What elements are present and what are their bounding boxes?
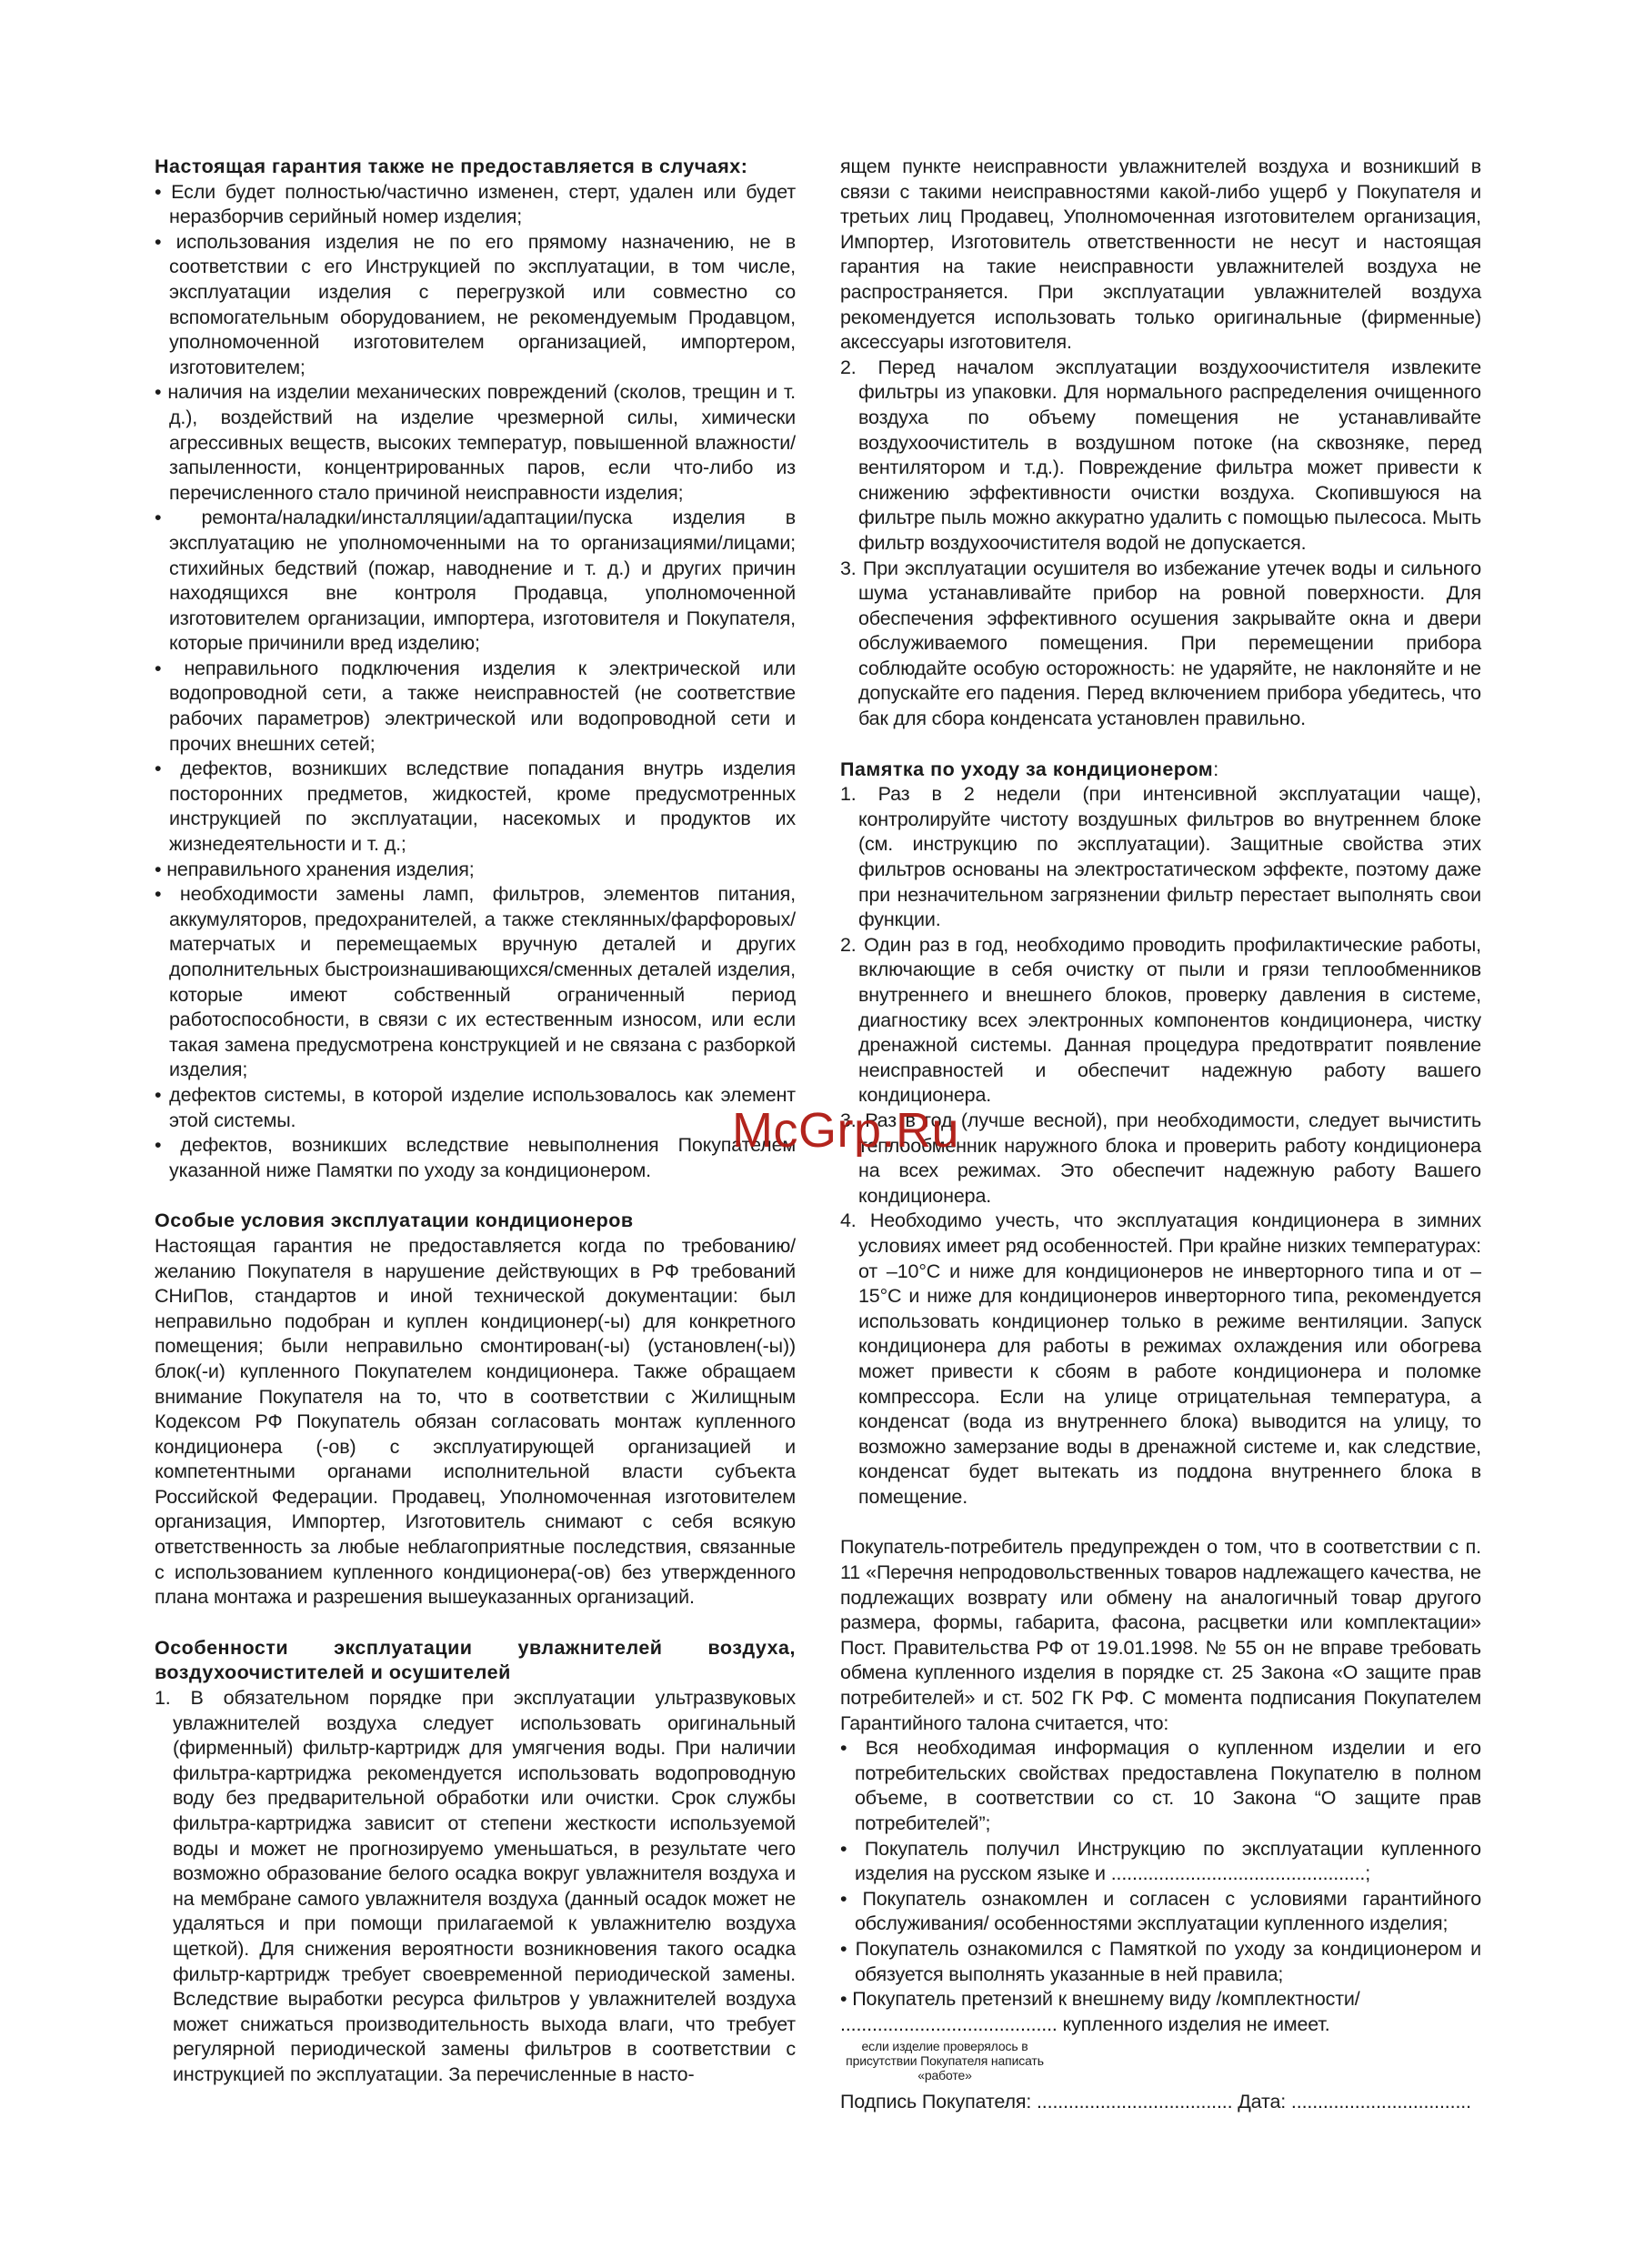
list-item: 4. Необходимо учесть, что эксплуатация кондиционера в зимних условиях имеет ряд особенностей. При крайне низких температурах: от –10°С и ниже для кондиционеров не инверторного типа и от –15°С и ниже для кондиционеров инверторного типа, рекомендуется использовать кондиционер только в режиме вентиляции. Запуск кондиционера для работы в режимах охлаждения или обогрева может привести к сбоям в работе кондиционера и поломке компрессора. Если на улице отрицательная температура, а конденсат (вода из внутреннего блока) выводится на улицу, то возможно замерзание воды в дренажной системе и, как следствие, конденсат будет вытекать из поддона внутреннего блока в помещение.: [840, 1209, 1481, 1508]
list-item: 3. Раз в год (лучше весной), при необходимости, следует вычистить теплообменник наружного блока и проверить работу кондиционера на всех режимах. Это обеспечит надежную работу Вашего кондиционера.: [840, 1109, 1481, 1207]
list-item: • Покупатель получил Инструкцию по эксплуатации купленного изделия на русском языке и ................................................;: [840, 1837, 1481, 1887]
list-item: • дефектов, возникших вследствие невыполнения Покупателем указанной ниже Памятки по уходу за кондиционером.: [155, 1133, 796, 1183]
list-item: • дефектов, возникших вследствие попадания внутрь изделия посторонних предметов, жидкостей, кроме предусмотренных инструкцией по эксплуатации, насекомых и продуктов их жизнедеятельности и т. д.;: [155, 757, 796, 857]
list-item: • неправильного хранения изделия;: [155, 858, 796, 883]
list-item: • ремонта/наладки/инсталляции/адаптации/пуска изделия в эксплуатацию не уполномоченными на то организациями/лицами; стихийных бедствий (пожар, наводнение и т. д.) и других причин находящихся вне контроля Продавца, уполномоченной изготовителем организации, импортера, изготовителя и Покупателя, которые причинили вред изделию;: [155, 506, 796, 657]
list-item: • Покупатель претензий к внешнему виду /комплектности/: [840, 1987, 1481, 2012]
list-item: 2. Один раз в год, необходимо проводить профилактические работы, включающие в себя очистку от пыли и грязи теплообменников внутреннего и внешнего блоков, проверку давления в системе, диагностику всех электронных компонентов кондиционера, чистку дренажной системы. Данная процедура предотвратит появление неисправностей и обеспечит надежную работу вашего кондиционера.: [840, 933, 1481, 1107]
warranty-exclusions-heading: Настоящая гарантия также не предоставляется в случаях:: [155, 156, 748, 177]
consumer-acknowledgement-list: [840, 1736, 1481, 2012]
ac-care-memo-title: Памятка по уходу за кондиционером: [840, 758, 1214, 780]
list-item: • неправильного подключения изделия к электрической или водопроводной сети, а также неисправностей (не соответствие рабочих параметров) электрической или водопроводной сети и прочих внешних сетей;: [155, 657, 796, 757]
list-item: • Вся необходимая информация о купленном изделии и его потребительских свойствах предоставлена Покупателю в полном объеме, в соответствии со ст. 10 Закона “О защите прав потребителей”;: [840, 1736, 1481, 1836]
ac-conditions-heading: Особые условия эксплуатации кондиционеров: [155, 1209, 634, 1232]
ac-care-memo-heading: [840, 758, 1481, 783]
list-item: • Если будет полностью/частично изменен, стерт, удален или будет неразборчив серийный номер изделия;: [155, 180, 796, 230]
list-item: • необходимости замены ламп, фильтров, элементов питания, аккумуляторов, предохранителей, а также стеклянных/фарфоровых/матерчатых и перемещаемых вручную деталей и других дополнительных быстроизнашивающихся/сменных деталей изделия, которые имеют собственный ограниченный период работоспособности, в связи с их естественным износом, или если такая замена предусмотрена конструкцией и не связана с разборкой изделия;: [155, 882, 796, 1083]
humidifier-item-1: 1. В обязательном порядке при эксплуатации ультразвуковых увлажнителей воздуха следует использовать оригинальный (фирменный) фильтр-картридж для умягчения воды. При наличии фильтра-картриджа рекомендуется использовать водопроводную воду без предварительной обработки или очистки. Срок службы фильтра-картриджа зависит от степени жесткости используемой воды и может не прогнозируемо уменьшаться, в результате чего возможно образование белого осадка вокруг увлажнителя воздуха и на мембране самого увлажнителя воздуха (данный осадок может не удаляться и при помощи прилагаемой к увлажнителю воздуха щеткой). Для снижения вероятности возникновения такого осадка фильтр-картридж требует своевременной периодической замены. Вследствие выработки ресурса фильтров у увлажнителей воздуха может снижаться производительность выхода влаги, что требует регулярной периодической замены фильтров в соответствии с инструкцией по эксплуатации. За перечисленные в насто-: [155, 1687, 796, 2085]
ac-care-memo-colon: :: [1213, 758, 1219, 780]
list-item: • использования изделия не по его прямому назначению, не в соответствии с его Инструкцией по эксплуатации, в том числе, эксплуатации изделия с перегрузкой или совместно со вспомогательным оборудованием, не рекомендуемым Продавцом, уполномоченной изготовителем организацией, импортером, изготовителем;: [155, 230, 796, 381]
humidifier-heading: Особенности эксплуатации увлажнителей воздуха, воздухоочистителей и осушителей: [155, 1636, 796, 1684]
list-item: • наличия на изделии механических повреждений (сколов, трещин и т. д.), воздействий на изделие чрезмерной силы, химически агрессивных веществ, высоких температур, повышенной влажности/запыленности, концентрированных паров, если что-либо из перечисленного стало причиной неисправности изделия;: [155, 380, 796, 506]
left-column: [155, 155, 796, 2088]
consumer-notice-text: Покупатель-потребитель предупрежден о том, что в соответствии с п. 11 «Перечня непродовольственных товаров надлежащего качества, не подлежащих возврату или обмену на аналогичный товар другого размера, формы, габарита, фасона, расцветки или комплектации» Пост. Правительства РФ от 19.01.1998. № 55 он не вправе требовать обмена купленного изделия в порядке ст. 25 Закона «О защите прав потребителей» и ст. 502 ГК РФ. С момента подписания Покупателем Гарантийного талона считается, что:: [840, 1536, 1481, 1734]
humidifier-item-1-continued: ящем пункте неисправности увлажнителей воздуха и возникший в связи с такими неисправностями какой-либо ущерб у Покупателя и третьих лиц Продавец, Уполномоченная изготовителем организация, Импортер, Изготовитель ответственности не несут и настоящая гарантия на такие неисправности увлажнителей воздуха не распространяется. При эксплуатации увлажнителей воздуха рекомендуется использовать только оригинальные (фирменные) аксессуары изготовителя.: [840, 156, 1481, 354]
claims-line: ......................................... купленного изделия не имеет.: [840, 2012, 1330, 2035]
list-item: • дефектов системы, в которой изделие использовалось как элемент этой системы.: [155, 1083, 796, 1133]
watermark: McGrp.Ru: [732, 1103, 960, 1158]
list-item: • Покупатель ознакомлен и согласен с условиями гарантийного обслуживания/ особенностями эксплуатации купленного изделия;: [840, 1887, 1481, 1937]
dehumidifier-item-3: 3. При эксплуатации осушителя во избежание утечек воды и сильного шума устанавливайте прибор на ровной поверхности. Для обеспечения эффективного осушения закрывайте окна и двери обслуживаемого помещения. При перемещении прибора соблюдайте особую осторожность: не ударяйте, не наклоняйте и не допускайте его падения. Перед включением прибора убедитесь, что бак для сбора конденсата установлен правильно.: [840, 557, 1481, 730]
warranty-exclusions-list: [155, 180, 796, 1184]
signature-line: Подпись Покупателя: ..................................... Дата: ..................................: [840, 2091, 1471, 2113]
ac-conditions-text: Настоящая гарантия не предоставляется когда по требованию/желанию Покупателя в нарушение действующих в РФ требований СНиПов, стандартов и иной технической документации: был неправильно подобран и куплен кондиционер(-ы) для конкретного помещения; были неправильно смонтирован(-ы) (установлен(-ы)) блок(-и) купленного Покупателем кондиционера. Также обращаем внимание Покупателя на то, что в соответствии с Жилищным Кодексом РФ Покупатель обязан согласовать монтаж купленного кондиционера (-ов) с эксплуатирующей организацией и компетентными органами исполнительной власти субъекта Российской Федерации. Продавец, Уполномоченная изготовителем организация, Импортер, Изготовитель снимают с себя всякую ответственность за любые неблагоприятные последствия, связанные с использованием купленного кондиционера(-ов) без утвержденного плана монтажа и разрешения вышеуказанных организаций.: [155, 1234, 796, 1609]
list-item: 1. Раз в 2 недели (при интенсивной эксплуатации чаще), контролируйте чистоту воздушных фильтров во внутреннем блоке (см. инструкцию по эксплуатации). Защитные свойства этих фильтров основаны на электростатическом эффекте, поэтому даже при незначительном загрязнении фильтр перестает выполнять свои функции.: [840, 783, 1481, 931]
purifier-item-2: 2. Перед началом эксплуатации воздухоочистителя извлеките фильтры из упаковки. Для нормального распределения очищенного воздуха по объему помещения не устанавливайте воздухоочиститель в воздушном потоке (на сквозняке, перед вентилятором и т.д.). Повреждение фильтра может привести к снижению эффективности очистки воздуха. Скопившуюся на фильтре пыль можно аккуратно удалить с помощью пылесоса. Мыть фильтр воздухоочистителя водой не допускается.: [840, 356, 1481, 554]
list-item: • Покупатель ознакомился с Памяткой по уходу за кондиционером и обязуется выполнять указанные в ней правила;: [840, 1937, 1481, 1987]
inspection-note: если изделие проверялось в присутствии Покупателя написать «работе»: [846, 2039, 1044, 2083]
